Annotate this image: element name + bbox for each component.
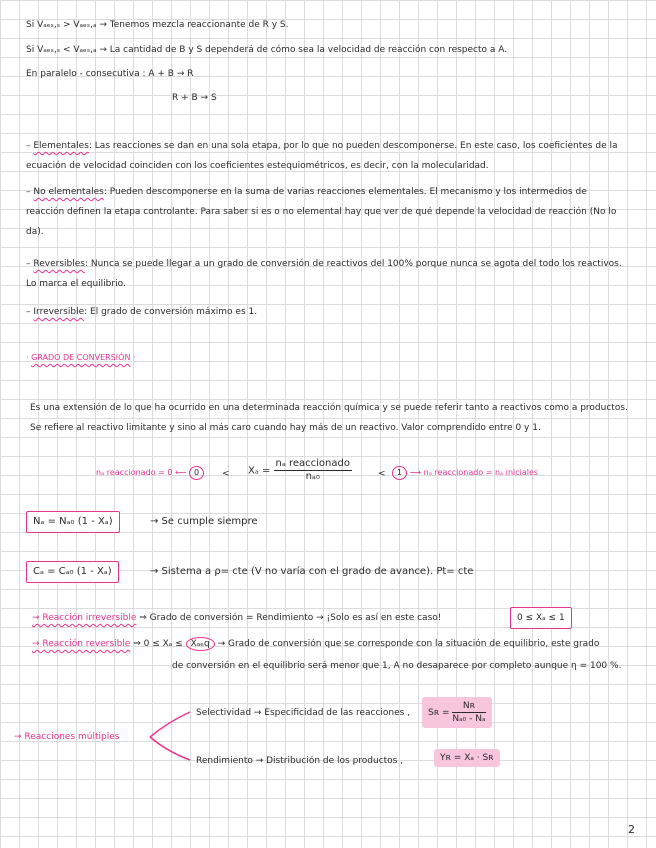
right-cond-text: nₐ reaccionado = nₐ iniciales: [423, 468, 539, 477]
reversibles-text: : Nunca se puede llegar a un grado de conversión de reactivos del 100% porque nunca se agota del todo los reactivos. Lo marca el equilibrio.: [26, 259, 622, 289]
condition-line-1: Si Vₐₑₛ,ₛ > Vₐₑₛ,ₐ → Tenemos mezcla reaccionante de R y S.: [26, 20, 289, 30]
xa-eq-circle: Xₐₑq: [186, 637, 215, 651]
ca-formula-note: → Sistema a ρ= cte (V no varía con el grado de avance). Pt= cte: [150, 566, 474, 577]
elementales-text: : Las reacciones se dan en una sola etapa, por lo que no pueden descomponerse. En este caso, los coeficientes de la ecuación de velocidad coinciden con los coeficientes estequiométricos, es decir, con la molecularidad.: [26, 141, 618, 171]
reversibles-paragraph: – Reversibles: Nunca se puede llegar a un grado de conversión de reactivos del 100% porque nunca se agota del todo los reactivos. Lo marca el equilibrio.: [26, 259, 622, 289]
page-number: 2: [628, 823, 635, 836]
irreversible-line: – Irreversible: El grado de conversión máximo es 1.: [26, 307, 258, 317]
definition-paragraph: Es una extensión de lo que ha ocurrido en una determinada reacción química y se puede referir tanto a reactivos como a productos. Se refiere al reactivo limitante y sino al más caro cuando hay más de un reactivo. Valor comprendido entre 0 y 1.: [30, 403, 628, 433]
na-formula-box: Nₐ = Nₐ₀ (1 - Xₐ): [26, 511, 120, 533]
parallel-consecutive-line: En paralelo - consecutiva : A + B → R: [26, 69, 194, 79]
left-cond-text: nₐ reaccionado = 0: [96, 468, 173, 477]
irreversible-reaction-text: ⇒ Grado de conversión = Rendimiento → ¡Solo es así en este caso!: [139, 613, 442, 623]
formula-right-cond: 1 ⟶ nₐ reaccionado = nₐ iniciales: [392, 466, 538, 480]
reacciones-multiples-label: → Reacciones múltiples: [14, 732, 120, 742]
selectividad-line: Selectividad → Especificidad de las reacciones ,: [196, 708, 411, 718]
sel-lhs: Sʀ =: [428, 708, 450, 718]
irreversible-label: Irreversible: [33, 307, 85, 317]
xa-label: Xₐ =: [248, 465, 271, 477]
rendimiento-formula: Υʀ = Xₐ · Sʀ: [434, 749, 500, 767]
ca-formula-box: Cₐ = Cₐ₀ (1 - Xₐ): [26, 561, 119, 583]
reversible-reaction-label: → Reacción reversible: [32, 639, 131, 649]
xa-range-box: 0 ≤ Xₐ ≤ 1: [510, 607, 572, 629]
elementales-label: Elementales: [33, 141, 89, 151]
formula-left-cond: nₐ reaccionado = 0 ⟵ 0: [96, 466, 204, 480]
rendimiento-line: Rendimiento → Distribución de los productos ,: [196, 756, 404, 766]
condition-line-2: Si Vₐₑₛ,ₛ < Vₐₑₛ,ₐ → La cantidad de B y S dependerá de cómo sea la velocidad de reacción con respecto a A.: [26, 45, 508, 55]
na-formula-note: → Se cumple siempre: [150, 516, 258, 527]
no-elementales-paragraph: – No elementales: Pueden descomponerse en la suma de varias reacciones elementales. El mecanismo y los intermedios de reacción definen la etapa controlante. Para saber si es o no elemental hay que ver de qué depende la velocidad de reacción (No lo da).: [26, 187, 617, 237]
zero-circle: 0: [189, 466, 204, 480]
lt-sign-2: <: [378, 469, 386, 479]
xa-denominator: nₐ₀: [305, 471, 320, 482]
heading-conversion: · GRADO DE CONVERSIÓN ·: [26, 353, 136, 362]
reversible-explanation: → Grado de conversión que se corresponde con la situación de equilibrio, este grado: [217, 639, 600, 649]
no-elementales-label: No elementales: [33, 187, 104, 197]
no-elementales-text: : Pueden descomponerse en la suma de varias reacciones elementales. El mecanismo y los intermedios de reacción definen la etapa controlante. Para saber si es o no elemental hay que ver de qué depende la velocidad de reacción (No lo da).: [26, 187, 617, 237]
irreversible-text: : El grado de conversión máximo es 1.: [84, 307, 258, 317]
reversibles-label: Reversibles: [33, 259, 85, 269]
heading-text: GRADO DE CONVERSIÓN: [31, 353, 131, 362]
irreversible-reaction-label: → Reacción irreversible: [32, 613, 137, 623]
elementales-paragraph: – Elementales: Las reacciones se dan en una sola etapa, por lo que no pueden descomponerse. En este caso, los coeficientes de la ecuación de velocidad coinciden con los coeficientes estequiométricos, es decir, con la molecularidad.: [26, 141, 618, 171]
xa-numerator: nₐ reaccionado: [275, 458, 350, 469]
reaction-r-b-s: R + B → S: [172, 93, 217, 103]
sel-denominator: Nₐ₀ - Nₐ: [452, 714, 486, 724]
selectividad-formula: [422, 697, 492, 728]
reversible-range-text: ⇒ 0 ≤ Xₐ ≤: [133, 639, 183, 649]
sel-numerator: Nʀ: [452, 700, 485, 713]
one-circle: 1: [392, 466, 407, 480]
reversible-explanation-2: de conversión en el equilibrio será menor que 1, A no desaparece por completo aunque η = 100 %.: [172, 661, 622, 671]
lt-sign-1: <: [222, 469, 230, 479]
